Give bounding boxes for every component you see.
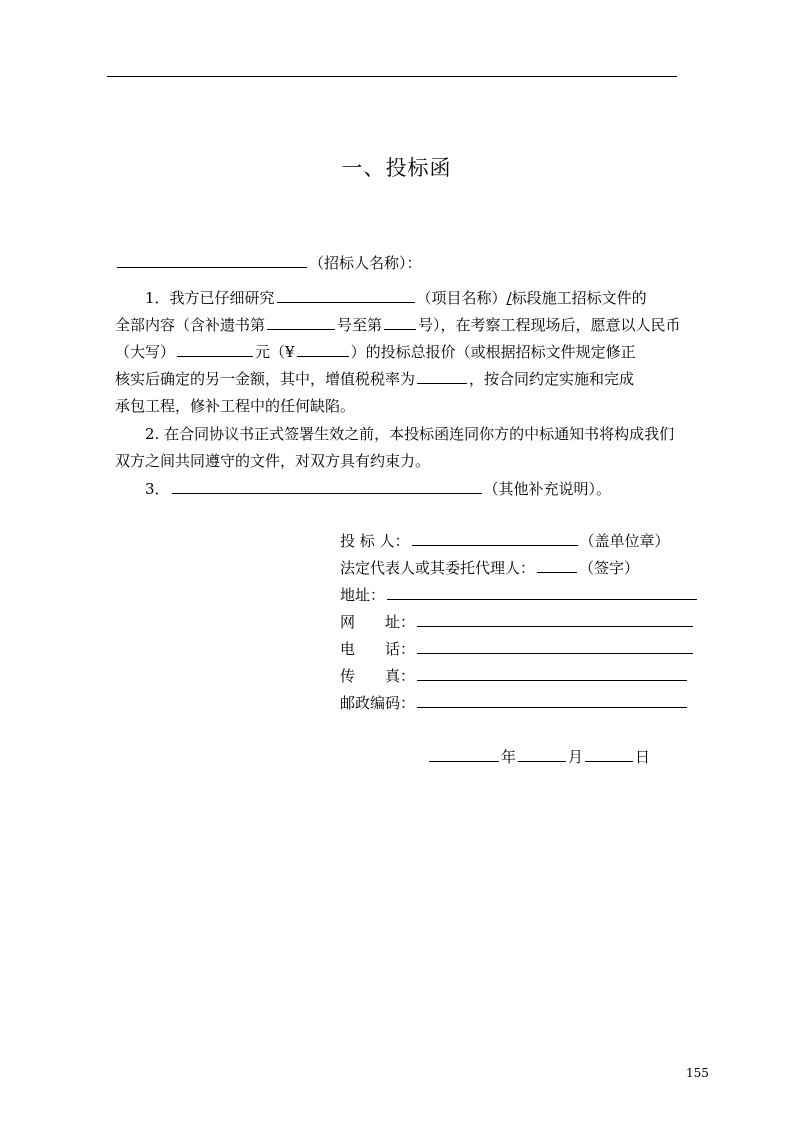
bidder-line bbox=[340, 531, 670, 551]
supplementary-blank[interactable] bbox=[172, 479, 482, 494]
bidder-note: （盖单位章） bbox=[579, 532, 670, 550]
para1-text: （项目名称） bbox=[416, 289, 507, 307]
project-name-blank[interactable] bbox=[277, 288, 415, 303]
address-line bbox=[340, 585, 699, 605]
para1-text: ，按合同约定实施和完成 bbox=[469, 370, 635, 388]
vat-rate-blank[interactable] bbox=[417, 369, 467, 384]
representative-blank[interactable] bbox=[537, 558, 577, 573]
amount-words-blank[interactable] bbox=[177, 342, 253, 357]
para1-line3 bbox=[115, 342, 636, 362]
para1-text: （大写） bbox=[115, 343, 176, 361]
para1-slash: / bbox=[506, 289, 512, 307]
para3-text: （其他补充说明）。 bbox=[483, 480, 612, 498]
phone-blank[interactable] bbox=[417, 639, 693, 654]
fax-label: 传 真： bbox=[340, 667, 416, 685]
phone-label: 电 话： bbox=[340, 640, 416, 658]
para3-line bbox=[145, 479, 611, 499]
address-blank[interactable] bbox=[387, 585, 697, 600]
tenderer-name-blank[interactable] bbox=[117, 253, 307, 268]
para2-line2: 双方之间共同遵守的文件，对双方具有约束力。 bbox=[115, 452, 431, 470]
postal-code-line bbox=[340, 693, 689, 713]
para1-text: 全部内容（含补遗书第 bbox=[115, 316, 266, 334]
addendum-from-blank[interactable] bbox=[267, 315, 335, 330]
fax-blank[interactable] bbox=[417, 666, 687, 681]
website-line bbox=[340, 612, 695, 632]
para1-line2 bbox=[115, 315, 681, 335]
website-label: 网 址： bbox=[340, 613, 416, 631]
para1-text: 号），在考察工程现场后，愿意以人民币 bbox=[418, 316, 681, 334]
amount-figures-blank[interactable] bbox=[297, 342, 349, 357]
para1-text: 核实后确定的另一金额，其中，增值税税率为 bbox=[115, 370, 416, 388]
salutation-line bbox=[115, 253, 422, 273]
postal-code-blank[interactable] bbox=[417, 693, 687, 708]
para1-text: ）的投标总报价（或根据招标文件规定修正 bbox=[350, 343, 636, 361]
para1-text: 元（¥ bbox=[255, 343, 295, 361]
salutation-suffix: （招标人名称）： bbox=[309, 254, 422, 272]
representative-note: （签字） bbox=[579, 559, 640, 577]
para1-text: 号至第 bbox=[337, 316, 383, 334]
page-number: 155 bbox=[686, 1066, 709, 1080]
address-label: 地址： bbox=[340, 586, 386, 604]
para3-text: 3． bbox=[145, 480, 170, 498]
bidder-label: 投 标 人： bbox=[340, 532, 410, 550]
year-blank[interactable] bbox=[429, 747, 499, 762]
para1-line1 bbox=[145, 288, 647, 308]
representative-line bbox=[340, 558, 639, 578]
page-title: 一、投标函 bbox=[341, 156, 452, 180]
para1-text: 1．我方已仔细研究 bbox=[145, 289, 275, 307]
para2-line1: 2. 在合同协议书正式签署生效之前，本投标函连同你方的中标通知书将构成我们 bbox=[145, 425, 675, 443]
day-label: 日 bbox=[635, 748, 651, 766]
representative-label: 法定代表人或其委托代理人： bbox=[340, 559, 536, 577]
header-rule bbox=[107, 76, 677, 77]
month-blank[interactable] bbox=[518, 747, 566, 762]
bidder-blank[interactable] bbox=[412, 531, 578, 546]
para1-line4 bbox=[115, 369, 634, 389]
para1-text: 标段施工招标文件的 bbox=[511, 289, 647, 307]
day-blank[interactable] bbox=[585, 747, 633, 762]
addendum-to-blank[interactable] bbox=[384, 315, 416, 330]
fax-line bbox=[340, 666, 689, 686]
website-blank[interactable] bbox=[417, 612, 693, 627]
year-label: 年 bbox=[501, 748, 517, 766]
month-label: 月 bbox=[568, 748, 584, 766]
postal-code-label: 邮政编码： bbox=[340, 694, 416, 712]
phone-line bbox=[340, 639, 695, 659]
para1-line5: 承包工程，修补工程中的任何缺陷。 bbox=[115, 397, 356, 415]
date-line bbox=[427, 747, 650, 767]
